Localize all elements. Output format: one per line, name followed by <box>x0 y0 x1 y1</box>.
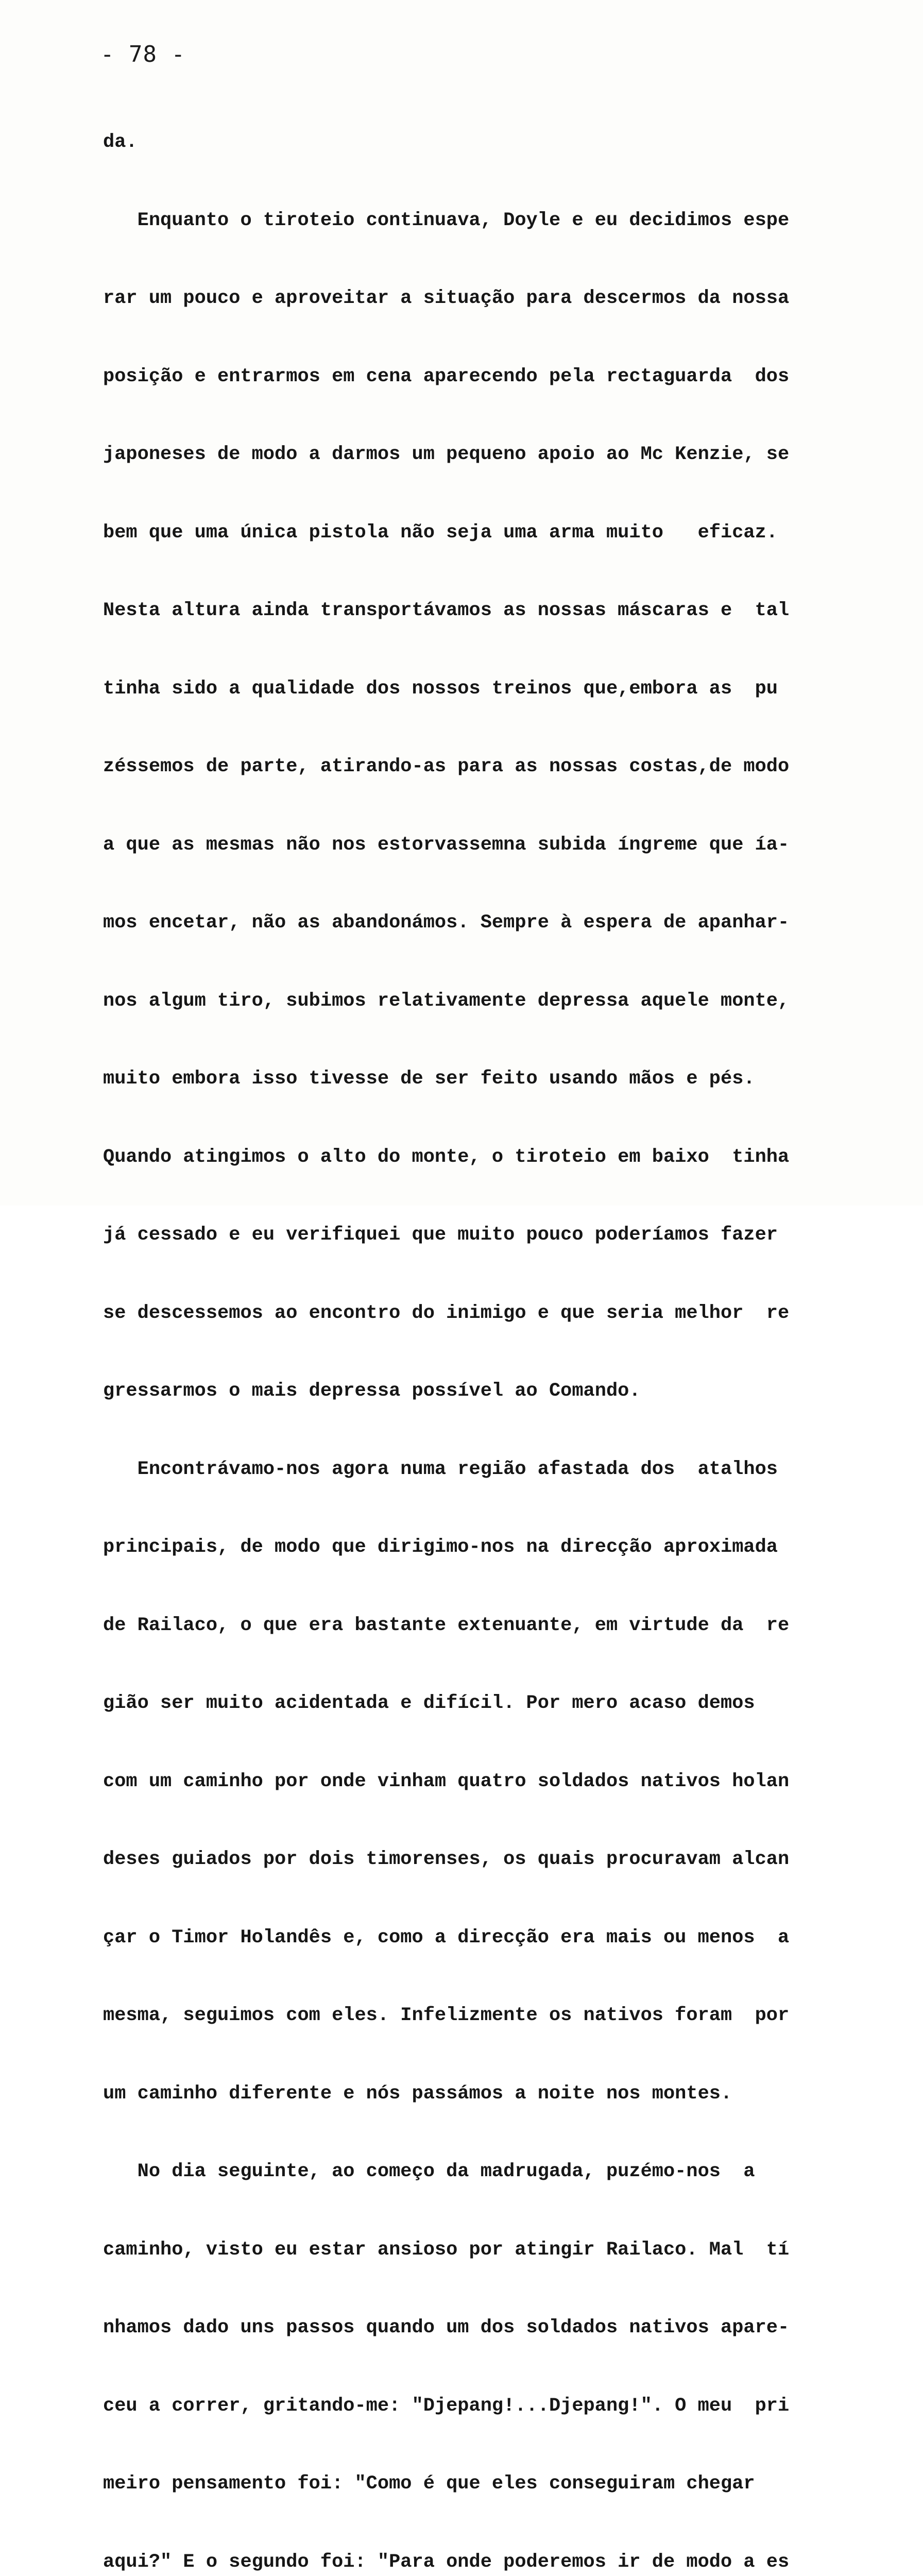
text-line: zéssemos de parte, atirando-as para as nossas costas,de modo <box>103 756 790 777</box>
text-line: já cessado e eu verifiquei que muito pouco poderíamos fazer <box>103 1224 778 1246</box>
text-line: gião ser muito acidentada e difícil. Por mero acaso demos <box>103 1692 755 1714</box>
text-line: mos encetar, não as abandonámos. Sempre à espera de apanhar- <box>103 912 790 934</box>
text-line: rar um pouco e aproveitar a situação para descermos da nossa <box>103 287 790 309</box>
text-line: Encontrávamo-nos agora numa região afastada dos atalhos <box>103 1458 778 1480</box>
page-number: - 78 - <box>100 41 185 67</box>
text-line: Quando atingimos o alto do monte, o tiroteio em baixo tinha <box>103 1146 790 1168</box>
text-line: da. <box>103 131 138 153</box>
text-line: çar o Timor Holandês e, como a direcção era mais ou menos a <box>103 1926 790 1948</box>
text-line: No dia seguinte, ao começo da madrugada, puzémo-nos a <box>103 2161 755 2182</box>
text-line: bem que uma única pistola não seja uma arma muito eficaz. <box>103 521 778 544</box>
text-line: gressarmos o mais depressa possível ao Comando. <box>103 1380 641 1402</box>
text-line: a que as mesmas não nos estorvassemna subida íngreme que ía- <box>103 834 790 856</box>
text-line: Nesta altura ainda transportávamos as nossas máscaras e tal <box>103 600 790 621</box>
text-line: posição e entrarmos em cena aparecendo pela rectaguarda dos <box>103 365 790 387</box>
body-text <box>103 77 886 2576</box>
text-line: nhamos dado uns passos quando um dos soldados nativos apare- <box>103 2317 790 2338</box>
text-line: caminho, visto eu estar ansioso por atingir Railaco. Mal tí <box>103 2239 790 2261</box>
text-line: Enquanto o tiroteio continuava, Doyle e eu decidimos espe <box>103 209 790 231</box>
text-line: se descessemos ao encontro do inimigo e que seria melhor re <box>103 1302 790 1324</box>
text-line: muito embora isso tivesse de ser feito usando mãos e pés. <box>103 1068 755 1090</box>
text-line: nos algum tiro, subimos relativamente depressa aquele monte, <box>103 990 790 1012</box>
text-line: deses guiados por dois timorenses, os quais procuravam alcan <box>103 1849 790 1870</box>
text-line: mesma, seguimos com eles. Infelizmente os nativos foram por <box>103 2005 790 2026</box>
text-line: tinha sido a qualidade dos nossos treinos que,embora as pu <box>103 677 778 700</box>
text-line: meiro pensamento foi: "Como é que eles conseguiram chegar <box>103 2473 755 2495</box>
text-line: aqui?" E o segundo foi: "Para onde poderemos ir de modo a es <box>103 2551 790 2573</box>
text-line: um caminho diferente e nós passámos a noite nos montes. <box>103 2082 732 2105</box>
text-line: japoneses de modo a darmos um pequeno apoio ao Mc Kenzie, se <box>103 444 790 465</box>
text-line: ceu a correr, gritando-me: "Djepang!...Djepang!". O meu pri <box>103 2395 790 2417</box>
text-line: de Railaco, o que era bastante extenuante, em virtude da re <box>103 1614 790 1636</box>
text-line: principais, de modo que dirigimo-nos na direcção aproximada <box>103 1536 778 1558</box>
text-line: com um caminho por onde vinham quatro soldados nativos holan <box>103 1770 790 1792</box>
